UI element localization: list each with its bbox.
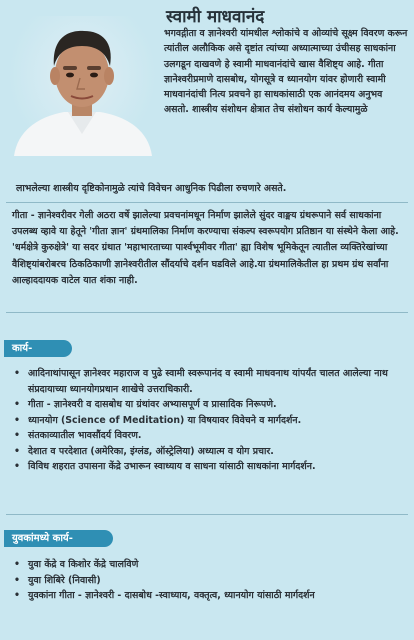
list-item [14, 444, 410, 460]
list-item-text: युवा केंद्रे व किशोर केंद्रे चालविणे [28, 559, 139, 570]
youth-work-list [14, 557, 410, 604]
list-item-text: संतकाव्यातील भावसौंदर्य विवरण. [28, 430, 142, 441]
bullet-icon: • [14, 399, 20, 410]
bullet-icon: • [14, 574, 20, 586]
list-item [14, 397, 410, 413]
list-item [14, 459, 410, 475]
bio-paragraph: भगवद्गीता व ज्ञानेश्वरी यांमधील श्लोकांचे व ओव्यांचे सूक्ष्म विवरण करून त्यांतील अलौकिक असे दृष्टांत त्यांच्या अध्यात्माच्या उंचीसह साधकांना उलगडून दाखवणे हे स्वामी माधवानंदांचे खास वैशिष्ट्य आहे. गीता ज्ञानेश्वरीप्रमाणे दासबोध, योगसूत्रे व ध्यानयोग यांवर होणारी स्वामी माधवानंदांची नित्य प्रवचने हा साधकांसाठी एक आनंदमय अनुभव असतो. शास्त्रीय संशोधन क्षेत्रात तेच संशोधन कार्य केल्यामुळे [164, 28, 408, 116]
list-item [14, 588, 410, 604]
list-item-text: गीता - ज्ञानेश्वरी व दासबोध या ग्रंथांवर अभ्यासपूर्ण व प्रासादिक निरूपणे. [28, 399, 277, 410]
author-portrait [8, 16, 156, 156]
list-item-text: देशात व परदेशात (अमेरिका, इंग्लंड, ऑस्ट्रेलिया) अध्यात्म व योग प्रचार. [28, 445, 274, 457]
list-item [14, 428, 410, 444]
bullet-icon: • [14, 430, 20, 441]
list-item [14, 573, 410, 589]
book-description: गीता - ज्ञानेश्वरीवर गेली अठरा वर्षे झालेल्या प्रवचनांमधून निर्माण झालेले सुंदर वाङ्मय ग्रंथरूपाने सर्व साधकांना उपलब्ध व्हावे या हेतूने 'गीता ज्ञान' ग्रंथमालिका निर्माण करण्याचा संकल्प स्वरूपयोग प्रतिष्ठान या संस्थेने केला आहे. 'धर्मक्षेत्रे कुरुक्षेत्रे' या सदर ग्रंथात 'महाभारताच्या पार्श्वभूमीवर गीता' ह्या विशेष भूमिकेतून त्यातील व्यक्तिरेखांच्या वैशिष्ट्यांबरोबरच ठिकठिकाणी ज्ञानेश्वरीतील सौंदर्याचे दर्शन घडविले आहे.या ग्रंथमालिकेतील हा प्रथम ग्रंथ सर्वांना आल्हाददायक वाटेल यात शंका नाही. [12, 210, 399, 286]
bullet-icon: • [14, 445, 20, 457]
bullet-icon: • [14, 559, 20, 570]
divider [6, 312, 408, 313]
section-heading-youth-work: युवकांमध्ये कार्य- [4, 530, 113, 547]
bullet-icon: • [14, 590, 20, 601]
list-item [14, 413, 410, 429]
bullet-icon: • [14, 368, 20, 379]
list-item-text: युवकांना गीता - ज्ञानेश्वरी - दासबोध -स्वाध्याय, वक्तृत्व, ध्यानयोग यांसाठी मार्गदर्शन [28, 590, 315, 601]
list-item-text: ध्यानयोग (Science of Meditation) या विषयावर विवेचने व मार्गदर्शन. [28, 414, 302, 426]
list-item [14, 557, 410, 573]
list-item-text: विविध शहरात उपासना केंद्रे उभारून स्वाध्याय व साधना यांसाठी साधकांना मार्गदर्शन. [28, 461, 316, 472]
author-photo-icon [8, 16, 156, 156]
list-item [14, 366, 410, 397]
page-title: स्वामी माधवानंद [166, 7, 265, 27]
section-heading-work: कार्य- [4, 340, 72, 357]
work-list [14, 366, 410, 475]
list-item-text: युवा शिबिरे (निवासी) [28, 574, 101, 586]
divider [6, 514, 408, 515]
list-item-text: आदिनाथांपासून ज्ञानेश्वर महाराज व पुढे स्वामी स्वरूपानंद व स्वामी माधवनाथ यांपर्यंत चालत आलेल्या नाथ संप्रदायाच्या ध्यानयोगप्रधान शाखेचे उत्तराधिकारी. [28, 368, 388, 395]
bullet-icon: • [14, 414, 20, 426]
bullet-icon: • [14, 461, 20, 472]
divider [6, 202, 408, 203]
bio-paragraph-end: लाभलेल्या शास्त्रीय दृष्टिकोनामुळे त्यांचे विवेचन आधुनिक पिढीला रुचणारे असते. [16, 183, 287, 194]
